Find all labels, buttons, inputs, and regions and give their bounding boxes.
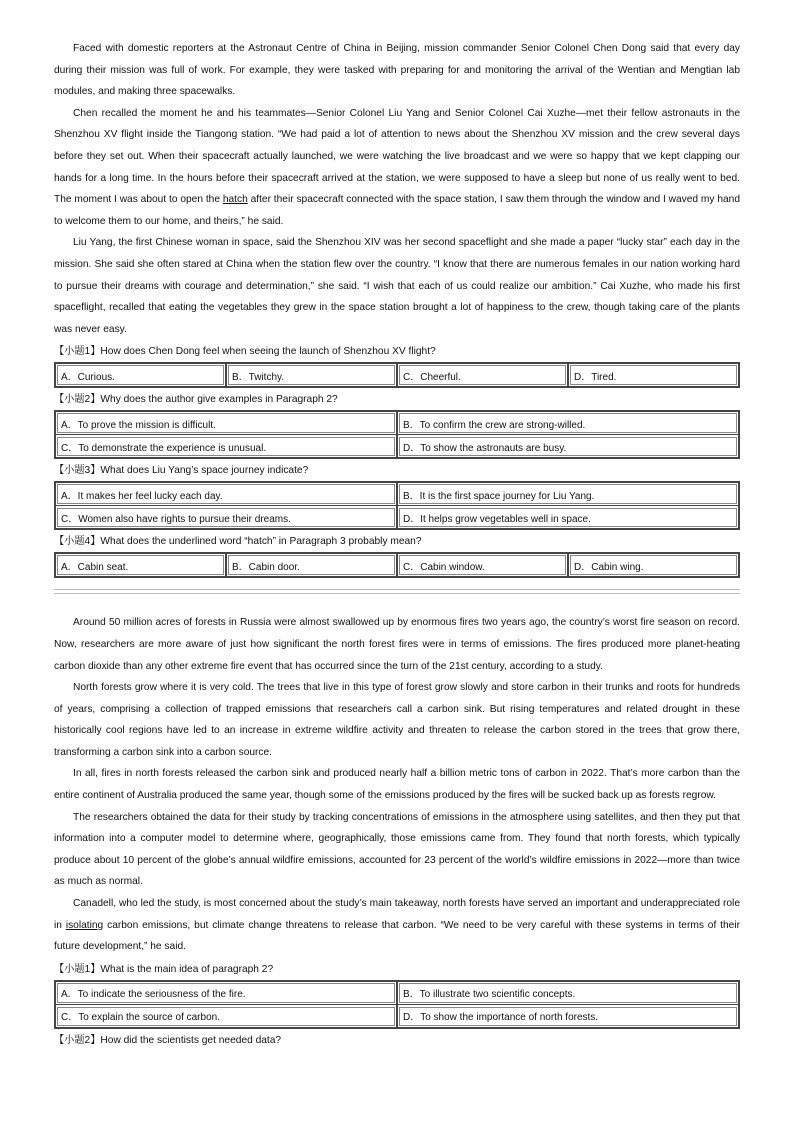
option-c[interactable]: C．Cabin window. — [397, 553, 568, 577]
text-run: carbon emissions, but climate change threatens to release that carbon. “We need to be very careful with these systems in terms of their future development,” he said. — [54, 919, 740, 953]
text-run: North forests grow where it is very cold. The trees that live in this type of forest grow slowly and store carbon in their trunks and roots for hundreds of years, comprising a collection of trapped emissions that researchers call a carbon sink. But rising temperatures and related drought in these historically cool regions have led to an increase in extreme wildfire activity and threaten to release the carbon stored in the trees that grow there, transforming a carbon sink into a carbon source. — [54, 682, 740, 758]
option-d[interactable]: D．Tired. — [568, 363, 739, 387]
passage-1-paragraph-2 — [54, 103, 740, 233]
option-d[interactable]: D．To show the astronauts are busy. — [397, 435, 739, 458]
option-b[interactable]: B．To illustrate two scientific concepts. — [397, 981, 739, 1005]
option-d[interactable]: D．It helps grow vegetables well in space. — [397, 506, 739, 529]
text-run: after their spacecraft connected with the space station, I saw them through the window and I waved my hand to welcome them to our home, and theirs,” he said. — [54, 194, 740, 227]
text-run: Liu Yang, the first Chinese woman in space, said the Shenzhou XIV was her second spaceflight and she made a paper “lucky star” each day in the mission. She said she often stared at China when the station flew over the country. “I know that there are numerous females in our nation working hard to pursue their dreams with courage and determination,” she said. “I wish that each of us could realize our ambition.” Cai Xuzhe, who made his first spaceflight, recalled that eating the vegetables they grew in the space station brought a lot of happiness to the crew, though taking care of the plants was never easy. — [54, 237, 740, 335]
options-table — [54, 481, 740, 530]
passage-1-paragraph-3 — [54, 232, 740, 340]
option-a[interactable]: A．To prove the mission is difficult. — [55, 411, 397, 435]
question-stem: 【小题4】What does the underlined word “hatch” in Paragraph 3 probably mean? — [54, 536, 422, 548]
options-table — [54, 410, 740, 459]
document-page — [54, 38, 740, 1051]
question-stem: 【小题2】Why does the author give examples in Paragraph 2? — [54, 394, 338, 406]
option-b[interactable]: B．It is the first space journey for Liu Yang. — [397, 482, 739, 506]
option-c[interactable]: C．To demonstrate the experience is unusual. — [55, 435, 397, 458]
option-d[interactable]: D．To show the importance of north forests. — [397, 1005, 739, 1028]
question-stem: 【小题3】What does Liu Yang’s space journey indicate? — [54, 465, 309, 477]
options-table — [54, 362, 740, 388]
passage-2 — [54, 612, 740, 1048]
option-b[interactable]: B．To confirm the crew are strong-willed. — [397, 411, 739, 435]
option-c[interactable]: C．Women also have rights to pursue their dreams. — [55, 506, 397, 529]
option-c[interactable]: C．To explain the source of carbon. — [55, 1005, 397, 1028]
option-b[interactable]: B．Twitchy. — [226, 363, 397, 387]
question-stem: 【小题1】What is the main idea of paragraph 2? — [54, 963, 274, 975]
section-divider — [54, 589, 740, 594]
passage-2-paragraph-1 — [54, 612, 740, 677]
option-a[interactable]: A．It makes her feel lucky each day. — [55, 482, 397, 506]
text-run: Chen recalled the moment he and his teammates—Senior Colonel Liu Yang and Senior Colonel Cai Xuzhe—met their fellow astronauts in the Shenzhou XV flight inside the Tiangong station. “We had paid a lot of attention to news about the Shenzhou XV mission and the crew several days before they set out. When their spacecraft actually launched, we were watching the live broadcast and we were so happy that we kept clapping our hands for a long time. In the hours before their spacecraft arrived at the station, we were supposed to have a sleep but none of us really went to bed. The moment I was about to open the — [54, 107, 740, 206]
options-table — [54, 980, 740, 1029]
option-d[interactable]: D．Cabin wing. — [568, 553, 739, 577]
question-stem: 【小题1】How does Chen Dong feel when seeing the launch of Shenzhou XV flight? — [54, 346, 436, 358]
passage-1 — [54, 38, 740, 578]
option-a[interactable]: A．To indicate the seriousness of the fire. — [55, 981, 397, 1005]
underlined-word-hatch: hatch — [222, 194, 248, 206]
text-run: Canadell, who led the study, is most concerned about the study’s main takeaway, north forests have served an important and underappreciated role in — [54, 898, 740, 931]
text-run: In all, fires in north forests released the carbon sink and produced nearly half a billion metric tons of carbon in 2022. That’s more carbon than the entire continent of Australia produced the same year, though some of the emissions produced by the fires will be sucked back up as forests regrow. — [54, 768, 740, 802]
passage-2-paragraph-3 — [54, 763, 740, 806]
text-run: Around 50 million acres of forests in Russia were almost swallowed up by enormous fires two years ago, the country’s worst fire season on record. Now, researchers are more aware of just how significant the north forest fires were in terms of emissions. The fires produced more planet-heating carbon dioxide than any other extreme fire event that has occurred since the turn of the 21st century, according to a study. — [54, 617, 740, 672]
passage-2-paragraph-2 — [54, 677, 740, 763]
option-a[interactable]: A．Curious. — [55, 363, 226, 387]
passage-2-paragraph-5 — [54, 893, 740, 958]
text-run: Faced with domestic reporters at the Astronaut Centre of China in Beijing, mission commander Senior Colonel Chen Dong said that every day during their mission was full of work. For example, they were tasked with preparing for and monitoring the arrival of the Wentian and Mengtian lab modules, and making three spacewalks. — [54, 43, 740, 98]
underlined-word-isolating: isolating — [65, 919, 104, 931]
passage-1-paragraph-1 — [54, 38, 740, 103]
option-a[interactable]: A．Cabin seat. — [55, 553, 226, 577]
question-stem: 【小题2】How did the scientists get needed data? — [54, 1034, 282, 1046]
option-b[interactable]: B．Cabin door. — [226, 553, 397, 577]
option-c[interactable]: C．Cheerful. — [397, 363, 568, 387]
passage-2-paragraph-4 — [54, 807, 740, 893]
text-run: The researchers obtained the data for their study by tracking concentrations of emissions in the atmosphere using satellites, and then they put that information into a computer model to determine where, geographically, those emissions came from. They found that north forests, which typically produce about 10 percent of the globe’s annual wildfire emissions, accounted for 23 percent of the world’s wildfire emissions in 2022—more than twice as much as normal. — [54, 811, 740, 888]
options-table — [54, 552, 740, 578]
